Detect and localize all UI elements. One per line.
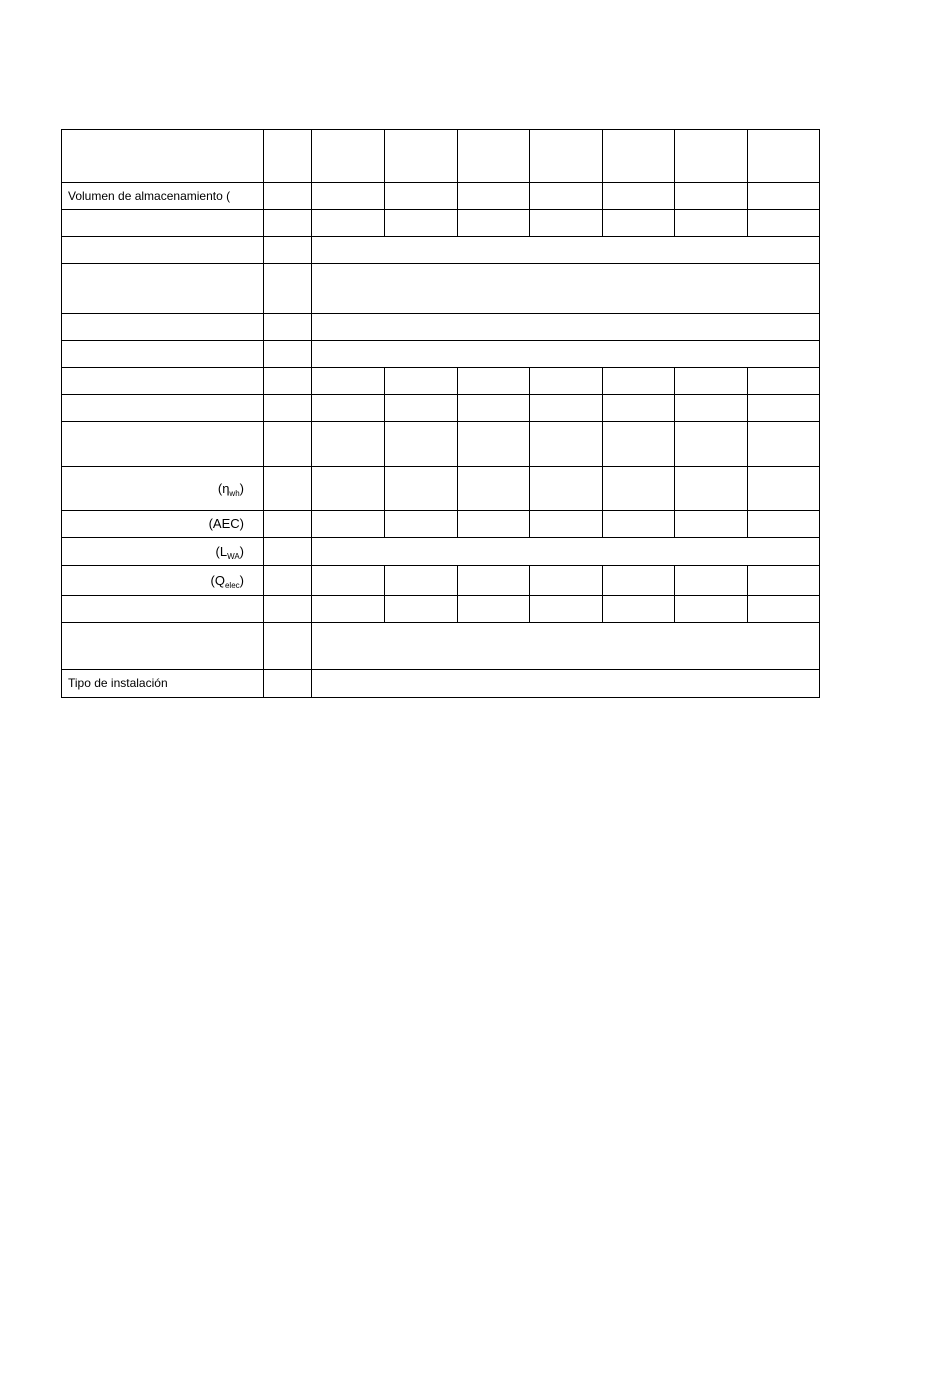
value-cell <box>530 596 603 623</box>
value-cell <box>530 566 603 596</box>
merged-value-cell <box>312 623 820 670</box>
value-cell <box>675 422 748 467</box>
value-cell <box>530 210 603 237</box>
symbol-close: ) <box>239 543 244 559</box>
row-label-cell <box>62 422 264 467</box>
value-cell <box>748 395 820 422</box>
table-row <box>62 264 820 314</box>
merged-value-cell <box>312 264 820 314</box>
table-row <box>62 210 820 237</box>
value-cell <box>530 395 603 422</box>
value-cell <box>675 395 748 422</box>
value-cell <box>312 422 385 467</box>
unit-cell <box>264 183 312 210</box>
value-cell <box>458 467 530 511</box>
value-cell <box>385 395 458 422</box>
unit-cell <box>264 130 312 183</box>
value-cell <box>748 511 820 538</box>
table-row <box>62 422 820 467</box>
row-label-cell <box>62 130 264 183</box>
value-cell <box>675 566 748 596</box>
value-cell <box>458 395 530 422</box>
value-cell <box>748 596 820 623</box>
unit-cell <box>264 670 312 698</box>
table-row <box>62 341 820 368</box>
value-cell <box>312 467 385 511</box>
row-label-cell <box>62 511 264 538</box>
unit-cell <box>264 341 312 368</box>
row-label-cell <box>62 670 264 698</box>
row-label-cell <box>62 237 264 264</box>
symbol-open: ( <box>208 516 213 531</box>
unit-cell <box>264 467 312 511</box>
value-cell <box>603 130 675 183</box>
symbol-close: ) <box>239 572 244 588</box>
table-row <box>62 237 820 264</box>
value-cell <box>748 130 820 183</box>
parameter-symbol <box>68 543 244 561</box>
value-cell <box>312 596 385 623</box>
value-cell <box>458 183 530 210</box>
row-label-cell <box>62 395 264 422</box>
value-cell <box>748 467 820 511</box>
unit-cell <box>264 538 312 566</box>
table-row <box>62 368 820 395</box>
value-cell <box>603 566 675 596</box>
value-cell <box>385 210 458 237</box>
table-row <box>62 130 820 183</box>
value-cell <box>458 566 530 596</box>
value-cell <box>530 183 603 210</box>
specifications-table <box>61 129 820 698</box>
merged-value-cell <box>312 237 820 264</box>
table-row <box>62 538 820 566</box>
row-label-cell <box>62 183 264 210</box>
value-cell <box>603 596 675 623</box>
unit-cell <box>264 210 312 237</box>
value-cell <box>748 368 820 395</box>
unit-cell <box>264 264 312 314</box>
symbol-base: η <box>222 480 230 496</box>
value-cell <box>675 183 748 210</box>
table-row <box>62 511 820 538</box>
table-row <box>62 566 820 596</box>
value-cell <box>530 422 603 467</box>
value-cell <box>385 130 458 183</box>
table-row <box>62 314 820 341</box>
row-label-cell <box>62 210 264 237</box>
value-cell <box>530 511 603 538</box>
table-row <box>62 596 820 623</box>
table-row <box>62 183 820 210</box>
value-cell <box>603 395 675 422</box>
value-cell <box>603 210 675 237</box>
value-cell <box>312 130 385 183</box>
row-label: Tipo de instalación <box>68 676 168 690</box>
symbol-open: ( <box>210 572 215 588</box>
value-cell <box>385 566 458 596</box>
symbol-sub: elec <box>224 580 240 590</box>
row-label-cell <box>62 467 264 511</box>
value-cell <box>530 467 603 511</box>
value-cell <box>458 130 530 183</box>
value-cell <box>312 511 385 538</box>
row-label-cell <box>62 264 264 314</box>
value-cell <box>748 566 820 596</box>
value-cell <box>530 130 603 183</box>
row-label-cell <box>62 566 264 596</box>
unit-cell <box>264 596 312 623</box>
table-row <box>62 395 820 422</box>
unit-cell <box>264 314 312 341</box>
symbol-sub: WA <box>227 551 240 561</box>
symbol-sub: wh <box>229 488 240 498</box>
row-label-cell <box>62 341 264 368</box>
merged-value-cell <box>312 670 820 698</box>
parameter-symbol <box>68 572 244 590</box>
value-cell <box>385 511 458 538</box>
symbol-base: AEC <box>212 516 240 531</box>
merged-value-cell <box>312 314 820 341</box>
unit-cell <box>264 511 312 538</box>
table-row <box>62 467 820 511</box>
symbol-base: Q <box>214 572 225 588</box>
unit-cell <box>264 422 312 467</box>
value-cell <box>385 422 458 467</box>
value-cell <box>603 511 675 538</box>
value-cell <box>385 368 458 395</box>
value-cell <box>312 183 385 210</box>
value-cell <box>458 422 530 467</box>
symbol-close: ) <box>239 480 244 496</box>
value-cell <box>748 210 820 237</box>
parameter-symbol <box>68 517 244 530</box>
unit-cell <box>264 368 312 395</box>
row-label-cell <box>62 368 264 395</box>
merged-value-cell <box>312 341 820 368</box>
unit-cell <box>264 566 312 596</box>
value-cell <box>603 183 675 210</box>
parameter-symbol <box>68 480 244 498</box>
value-cell <box>603 422 675 467</box>
value-cell <box>603 467 675 511</box>
value-cell <box>458 210 530 237</box>
row-label-cell <box>62 538 264 566</box>
value-cell <box>385 467 458 511</box>
merged-value-cell <box>312 538 820 566</box>
value-cell <box>675 210 748 237</box>
value-cell <box>675 511 748 538</box>
value-cell <box>458 596 530 623</box>
symbol-open: ( <box>217 480 223 496</box>
value-cell <box>458 368 530 395</box>
value-cell <box>675 467 748 511</box>
unit-cell <box>264 623 312 670</box>
value-cell <box>675 596 748 623</box>
value-cell <box>312 566 385 596</box>
symbol-base: L <box>219 543 228 559</box>
value-cell <box>458 511 530 538</box>
value-cell <box>748 422 820 467</box>
unit-cell <box>264 237 312 264</box>
table-row <box>62 623 820 670</box>
value-cell <box>385 183 458 210</box>
row-label: Volumen de almacenamiento ( <box>68 188 231 203</box>
unit-cell <box>264 395 312 422</box>
value-cell <box>385 596 458 623</box>
symbol-open: ( <box>215 543 220 559</box>
row-label-cell <box>62 623 264 670</box>
value-cell <box>312 395 385 422</box>
table-row <box>62 670 820 698</box>
value-cell <box>312 368 385 395</box>
row-label-cell <box>62 314 264 341</box>
value-cell <box>675 130 748 183</box>
row-label-cell <box>62 596 264 623</box>
value-cell <box>675 368 748 395</box>
value-cell <box>603 368 675 395</box>
symbol-close: ) <box>239 516 244 531</box>
value-cell <box>312 210 385 237</box>
value-cell <box>748 183 820 210</box>
value-cell <box>530 368 603 395</box>
